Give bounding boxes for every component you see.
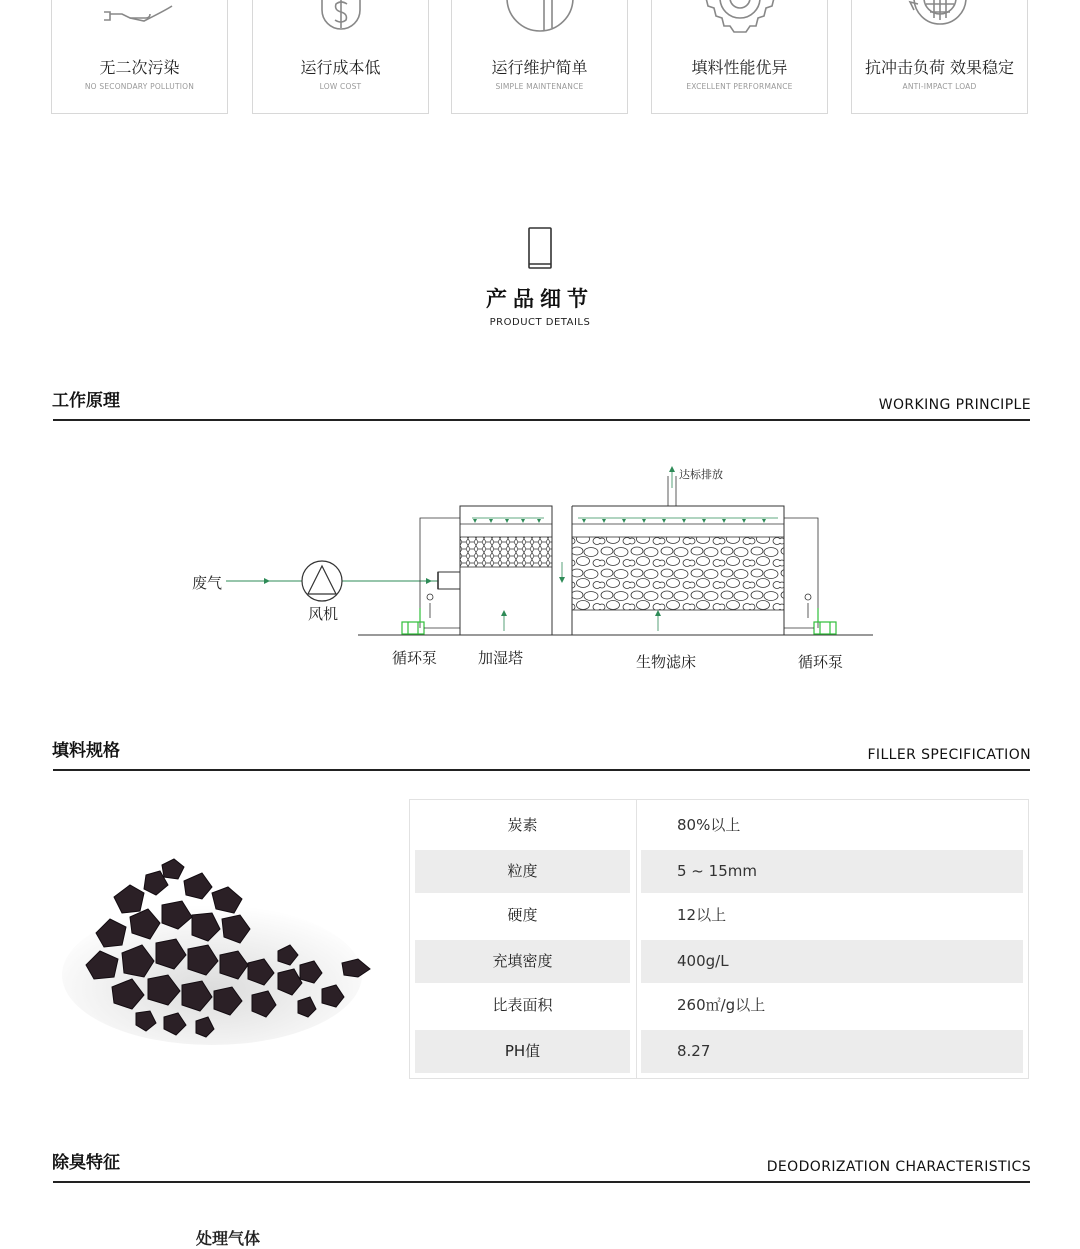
feature-title: 运行维护简单 <box>491 58 588 77</box>
product-details-subtitle: PRODUCT DETAILS <box>489 317 591 328</box>
section-subtitle: WORKING PRINCIPLE <box>878 397 1031 413</box>
dollar-coin-icon <box>301 0 381 38</box>
working-principle-diagram <box>180 458 900 678</box>
feature-title: 运行成本低 <box>300 58 381 77</box>
feature-title: 填料性能优异 <box>691 58 788 77</box>
label-pump-right: 循环泵 <box>798 653 844 671</box>
deodorization-table-header: 处理气体 <box>196 1229 261 1248</box>
phone-outline-icon <box>527 226 553 272</box>
label-waste-gas: 废气 <box>192 574 223 592</box>
section-title: 除臭特征 <box>52 1153 120 1173</box>
feature-subtitle: SIMPLE MAINTENANCE <box>495 82 584 91</box>
feature-card-excellent-performance <box>651 0 828 114</box>
label-humidifier: 加湿塔 <box>478 649 524 667</box>
section-divider <box>53 419 1030 421</box>
feature-title: 无二次污染 <box>99 58 180 77</box>
table-row <box>410 1030 1030 1073</box>
spec-value: 8.27 <box>641 1030 1023 1073</box>
spec-label: 充填密度 <box>415 940 630 983</box>
filler-spec-table <box>409 799 1029 1079</box>
filler-product-image <box>52 815 382 1067</box>
globe-refresh-icon <box>900 0 980 38</box>
section-divider <box>53 1181 1030 1183</box>
spec-value: 5 ~ 15mm <box>641 850 1023 893</box>
label-biofilter: 生物滤床 <box>636 653 697 671</box>
table-row <box>410 894 1030 937</box>
section-subtitle: FILLER SPECIFICATION <box>867 747 1031 763</box>
section-header-working-principle <box>52 391 1031 421</box>
section-title: 填料规格 <box>52 741 120 761</box>
table-row <box>410 804 1030 847</box>
spec-label: 比表面积 <box>492 996 553 1014</box>
wrench-circle-icon <box>500 0 580 38</box>
gear-icon <box>700 0 780 38</box>
feature-subtitle: ANTI-IMPACT LOAD <box>902 82 977 91</box>
feature-title: 抗冲击负荷 效果稳定 <box>864 58 1015 77</box>
label-fan: 风机 <box>308 605 339 623</box>
spec-label: 粒度 <box>415 850 630 893</box>
product-details-title: 产品细节 <box>486 287 594 311</box>
spec-value: 400g/L <box>641 940 1023 983</box>
feature-subtitle: LOW COST <box>319 82 362 91</box>
hand-icon <box>100 0 180 38</box>
section-title: 工作原理 <box>52 391 120 411</box>
spec-label: 炭素 <box>507 816 538 834</box>
table-row <box>410 984 1030 1027</box>
section-divider <box>53 769 1030 771</box>
spec-value: 12以上 <box>677 906 727 924</box>
feature-subtitle: EXCELLENT PERFORMANCE <box>686 82 793 91</box>
spec-label: PH值 <box>415 1030 630 1073</box>
spec-value: 260㎡/g以上 <box>677 996 766 1014</box>
label-discharge: 达标排放 <box>679 468 723 481</box>
label-pump-left: 循环泵 <box>392 649 438 667</box>
feature-card-anti-impact <box>851 0 1028 114</box>
feature-subtitle: NO SECONDARY POLLUTION <box>84 82 195 91</box>
section-subtitle: DEODORIZATION CHARACTERISTICS <box>766 1159 1031 1175</box>
section-header-deodorization <box>52 1153 1031 1183</box>
section-header-filler-spec <box>52 741 1031 771</box>
table-row <box>410 940 1030 983</box>
feature-cards <box>51 0 1030 116</box>
table-row <box>410 850 1030 893</box>
spec-value: 80%以上 <box>677 816 741 834</box>
spec-label: 硬度 <box>507 906 538 924</box>
feature-card-no-pollution <box>51 0 228 114</box>
feature-card-simple-maintenance <box>451 0 628 114</box>
feature-card-low-cost <box>252 0 429 114</box>
